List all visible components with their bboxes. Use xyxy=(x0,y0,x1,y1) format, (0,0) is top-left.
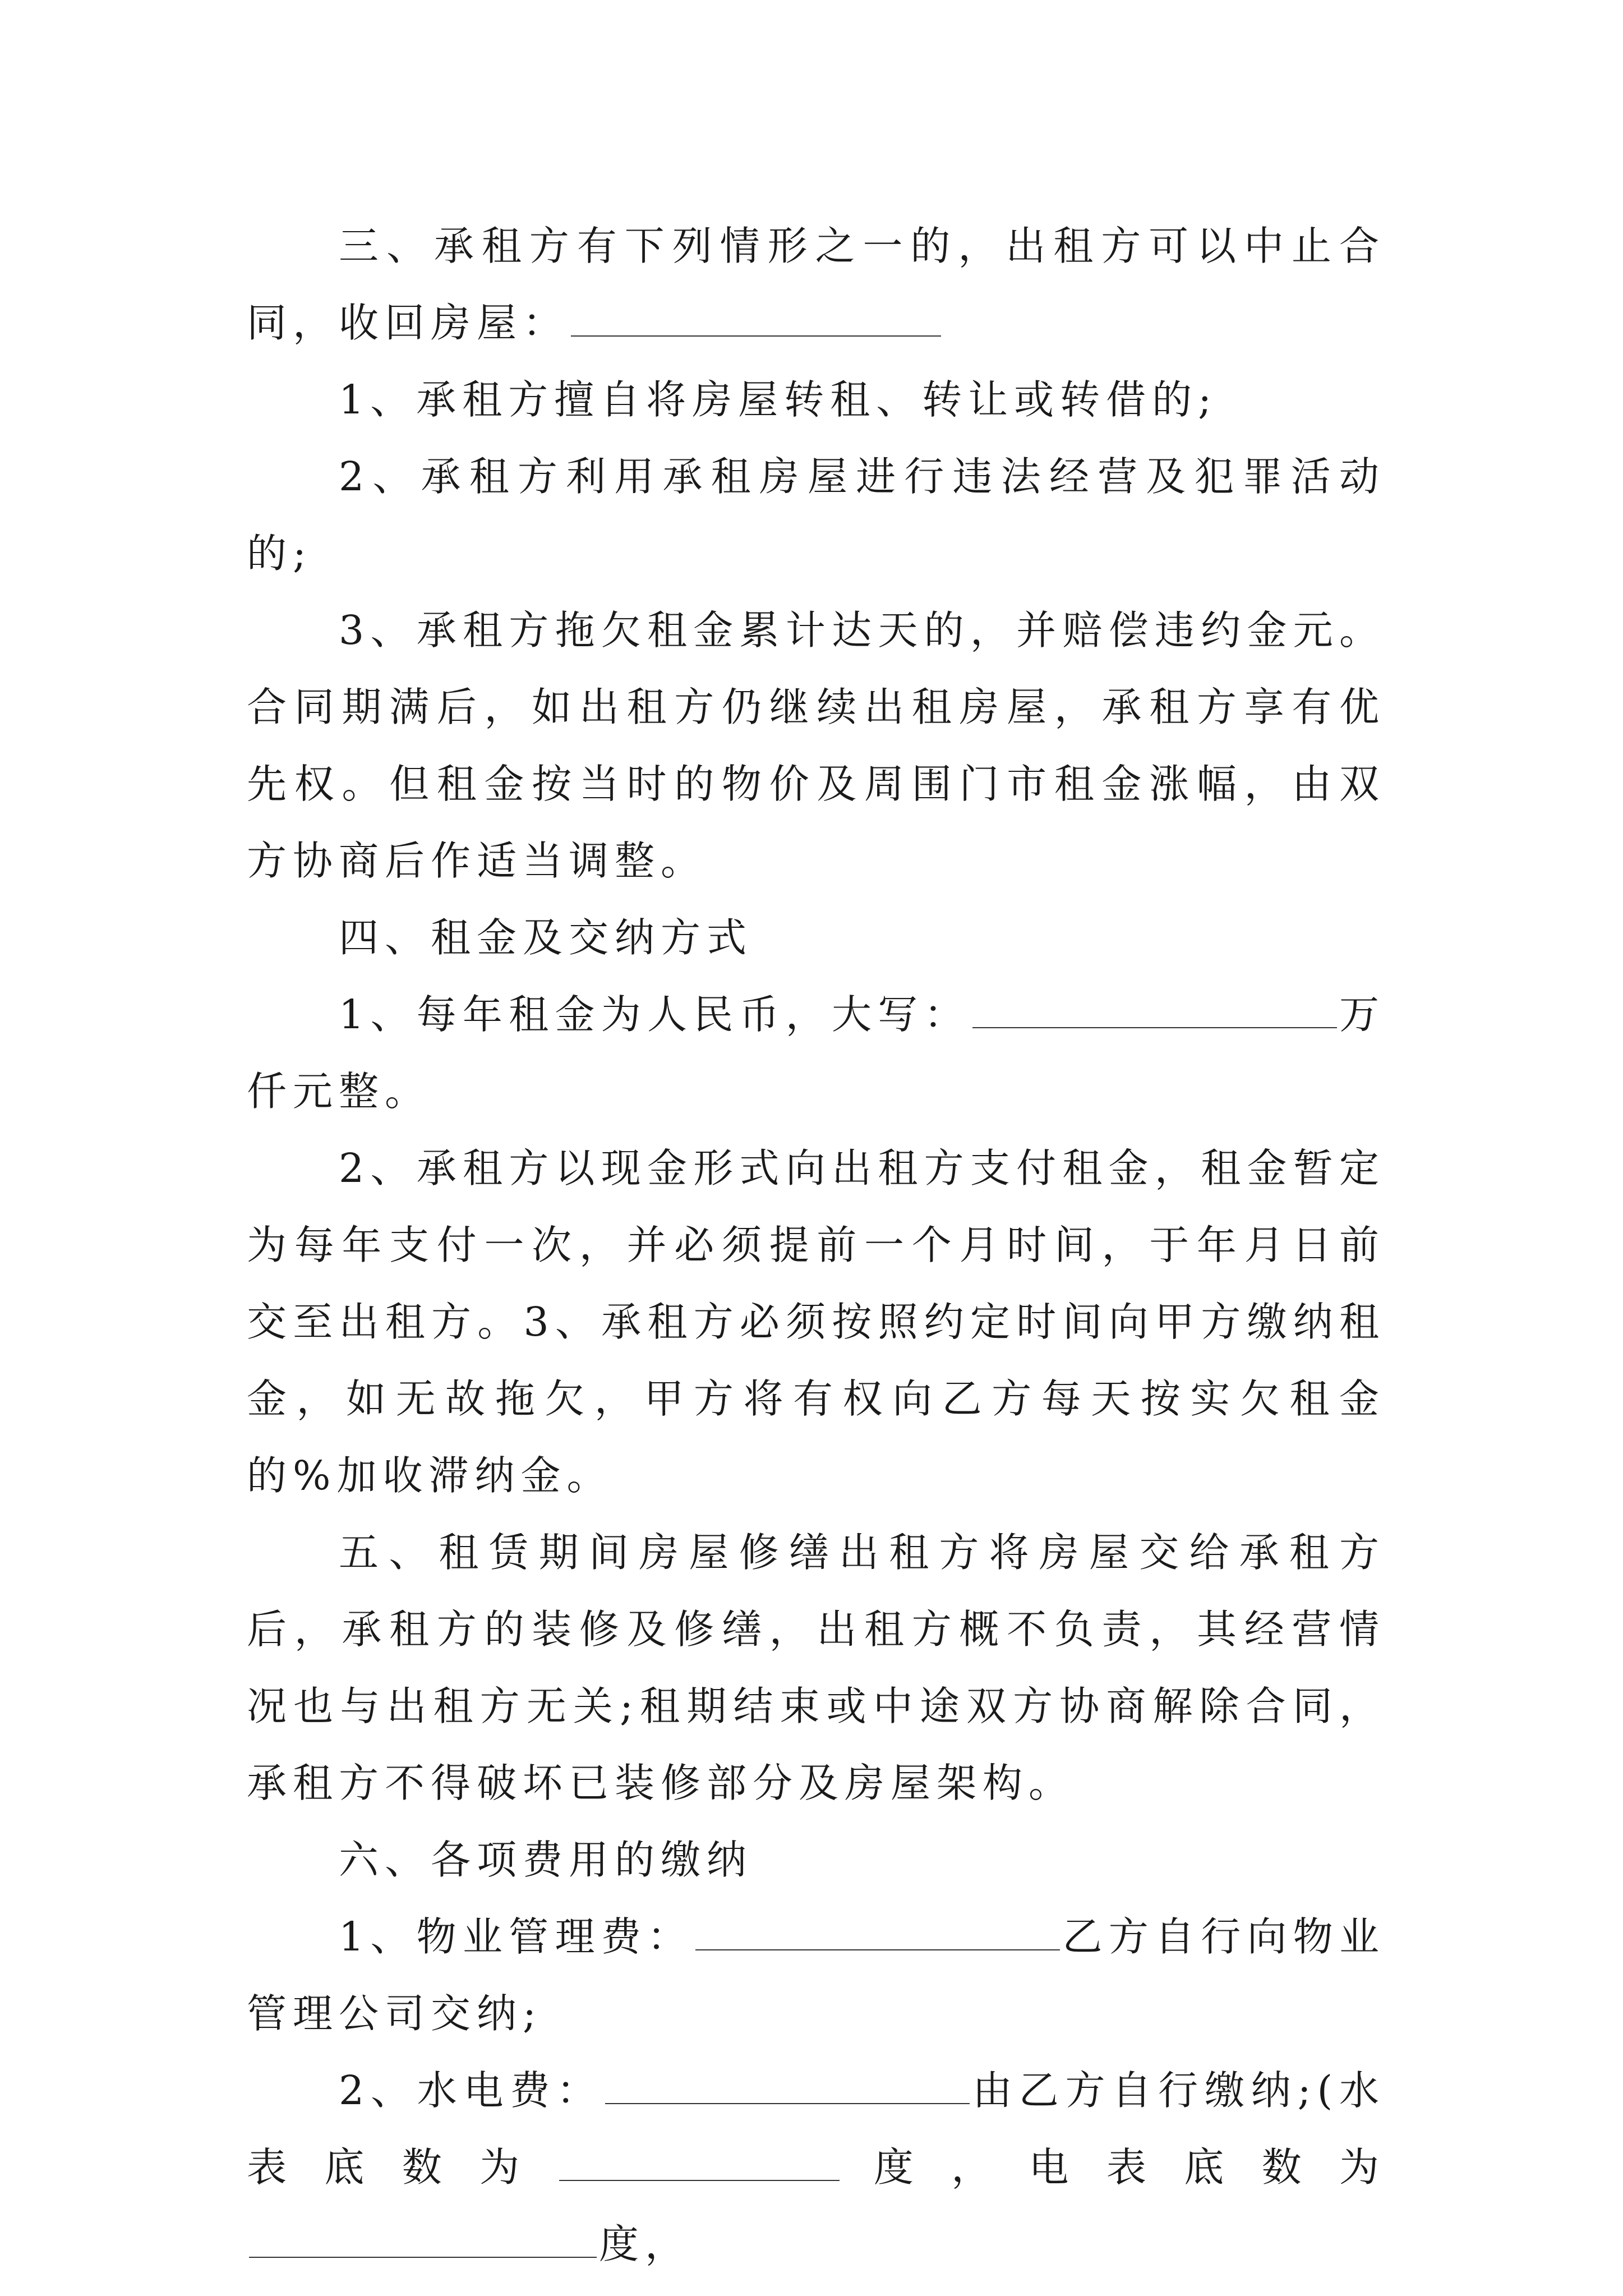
clause-property-fee-text: 1、物业管理费： xyxy=(339,1913,694,1960)
clause-termination-text: 三、承租方有下列情形之一的，出租方可以中止合同，收回房屋： xyxy=(247,223,1385,346)
fill-blank[interactable] xyxy=(605,2100,970,2104)
fill-blank[interactable] xyxy=(559,2177,840,2181)
clause-annual-rent-tail: 万仟元整。 xyxy=(247,991,1385,1115)
clause-termination xyxy=(247,208,1385,361)
clause-arrears: 3、承租方拖欠租金累计达天的，并赔偿违约金元。合同期满后，如出租方仍继续出租房屋，承租方享有优先权。但租金按当时的物价及周围门市租金涨幅，由双方协商后作适当调整。 xyxy=(247,607,1385,884)
section-repairs: 五、租赁期间房屋修缮出租方将房屋交给承租方后，承租方的装修及修缮，出租方概不负责，其经营情况也与出租方无关;租期结束或中途双方协商解除合同，承租方不得破坏已装修部分及房屋架构。 xyxy=(247,1529,1385,1806)
section-fees-heading: 六、各项费用的缴纳 xyxy=(339,1837,753,1883)
fill-blank[interactable] xyxy=(249,2253,597,2258)
fill-blank[interactable] xyxy=(972,1024,1337,1028)
clause-utilities-tail: 度， xyxy=(599,2221,691,2267)
clause-property-fee xyxy=(247,1898,1385,2052)
clause-annual-rent xyxy=(247,976,1385,1130)
clause-payment: 2、承租方以现金形式向出租方支付租金，租金暂定为每年支付一次，并必须提前一个月时间，于年月日前交至出租方。3、承租方必须按照约定时间向甲方缴纳租金，如无故拖欠，甲方将有权向乙方每天按实欠租金的%加收滞纳金。 xyxy=(247,1145,1385,1499)
fill-blank[interactable] xyxy=(695,1946,1060,1950)
clause-utilities xyxy=(247,2052,1385,2283)
clause-property-fee-tail: 乙方自行向物业管理公司交纳; xyxy=(247,1913,1385,2037)
clause-sublet: 1、承租方擅自将房屋转租、转让或转借的; xyxy=(339,376,1218,423)
clause-utilities-mid: 由乙方自行缴纳;(水表底数为 xyxy=(247,2067,1385,2191)
clause-utilities-mid2: 度，电表底数为 xyxy=(842,2144,1385,2191)
clause-annual-rent-text: 1、每年租金为人民币，大写： xyxy=(339,991,970,1038)
clause-utilities-text: 2、水电费： xyxy=(339,2067,603,2114)
contract-body xyxy=(247,208,1385,2283)
section-rent-heading: 四、租金及交纳方式 xyxy=(339,914,753,961)
fill-blank[interactable] xyxy=(571,332,941,337)
clause-illegal-use: 2、承租方利用承租房屋进行违法经营及犯罪活动的; xyxy=(247,453,1385,577)
